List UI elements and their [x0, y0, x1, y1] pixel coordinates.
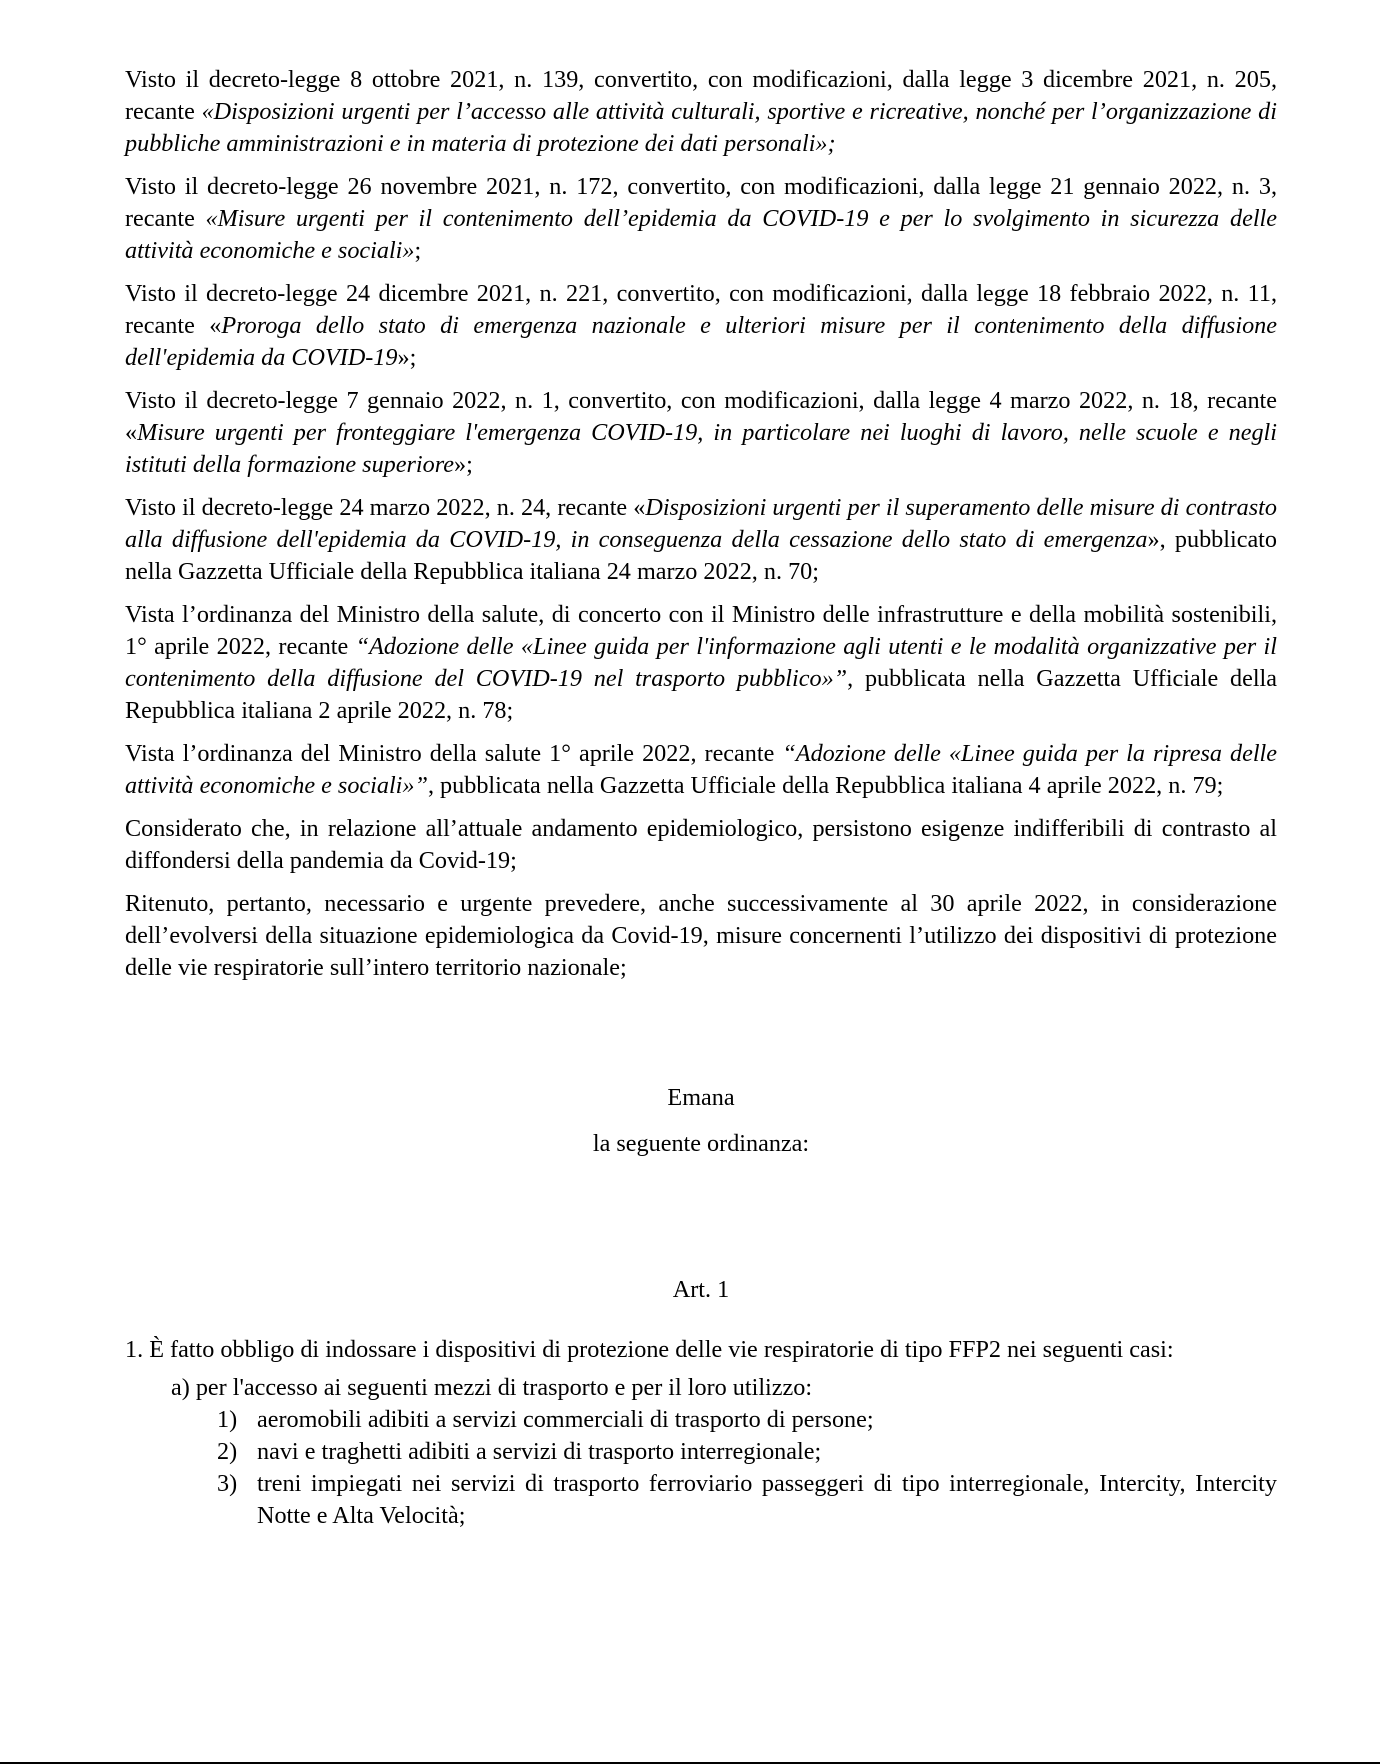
heading-emana: Emana	[667, 1084, 735, 1111]
list-item-text: navi e traghetti adibiti a servizi di trasporto interregionale;	[257, 1438, 822, 1465]
list-item	[217, 1404, 1277, 1436]
article-paragraph: 1. È fatto obbligo di indossare i dispositivi di protezione delle vie respiratorie di tipo FFP2 nei seguenti casi:	[125, 1336, 1174, 1363]
preamble-paragraph: Visto il decreto-legge 8 ottobre 2021, n. 139, convertito, con modificazioni, dalla legge 3 dicembre 2021, n. 205, recante «Disposizioni urgenti per l’accesso alle attività culturali, sportive e ricreative, nonché per l’organizzazione di pubbliche amministrazioni e in materia di protezione dei dati personali»;	[125, 66, 1277, 157]
list-item	[217, 1468, 1277, 1532]
list-item-text: treni impiegati nei servizi di trasporto ferroviario passeggeri di tipo interregionale, Intercity, Intercity Notte e Alta Velocità;	[257, 1470, 1277, 1529]
numbered-list	[217, 1404, 1277, 1532]
list-item-number: 3)	[217, 1470, 238, 1497]
preamble-paragraph: Visto il decreto-legge 26 novembre 2021, n. 172, convertito, con modificazioni, dalla legge 21 gennaio 2022, n. 3, recante «Misure urgenti per il contenimento dell’epidemia da COVID-19 e per lo svolgimento in sicurezza delle attività economiche e sociali»;	[125, 173, 1277, 264]
article-title: Art. 1	[672, 1276, 730, 1303]
sub-item-a: a) per l'accesso ai seguenti mezzi di trasporto e per il loro utilizzo:	[171, 1374, 813, 1401]
preamble-paragraph: Vista l’ordinanza del Ministro della salute, di concerto con il Ministro delle infrastrutture e della mobilità sostenibili, 1° aprile 2022, recante “Adozione delle «Linee guida per l'informazione agli utenti e le modalità organizzative per il contenimento della diffusione del COVID-19 nel trasporto pubblico»”, pubblicata nella Gazzetta Ufficiale della Repubblica italiana 2 aprile 2022, n. 78;	[125, 601, 1277, 724]
preamble-paragraph: Ritenuto, pertanto, necessario e urgente prevedere, anche successivamente al 30 aprile 2022, in considerazione dell’evolversi della situazione epidemiologica da Covid-19, misure concernenti l’utilizzo dei dispositivi di protezione delle vie respiratorie sull’intero territorio nazionale;	[125, 890, 1277, 981]
list-item	[217, 1436, 1277, 1468]
preamble-paragraph: Vista l’ordinanza del Ministro della salute 1° aprile 2022, recante “Adozione delle «Linee guida per la ripresa delle attività economiche e sociali»”, pubblicata nella Gazzetta Ufficiale della Repubblica italiana 4 aprile 2022, n. 79;	[125, 740, 1277, 799]
preamble-paragraph: Visto il decreto-legge 24 marzo 2022, n. 24, recante «Disposizioni urgenti per il superamento delle misure di contrasto alla diffusione dell'epidemia da COVID-19, in conseguenza della cessazione dello stato di emergenza», pubblicato nella Gazzetta Ufficiale della Repubblica italiana 24 marzo 2022, n. 70;	[125, 494, 1277, 585]
preamble-paragraph: Considerato che, in relazione all’attuale andamento epidemiologico, persistono esigenze indifferibili di contrasto al diffondersi della pandemia da Covid-19;	[125, 815, 1277, 874]
list-item-number: 2)	[217, 1438, 238, 1465]
heading-ordinanza: la seguente ordinanza:	[592, 1130, 810, 1157]
preamble-paragraph: Visto il decreto-legge 7 gennaio 2022, n. 1, convertito, con modificazioni, dalla legge 4 marzo 2022, n. 18, recante «Misure urgenti per fronteggiare l'emergenza COVID-19, in particolare nei luoghi di lavoro, nelle scuole e negli istituti della formazione superiore»;	[125, 387, 1277, 478]
list-item-number: 1)	[217, 1406, 238, 1433]
document-page	[125, 64, 1277, 1532]
preamble-paragraph: Visto il decreto-legge 24 dicembre 2021, n. 221, convertito, con modificazioni, dalla legge 18 febbraio 2022, n. 11, recante «Proroga dello stato di emergenza nazionale e ulteriori misure per il contenimento della diffusione dell'epidemia da COVID-19»;	[125, 280, 1277, 371]
list-item-text: aeromobili adibiti a servizi commerciali di trasporto di persone;	[257, 1406, 874, 1433]
